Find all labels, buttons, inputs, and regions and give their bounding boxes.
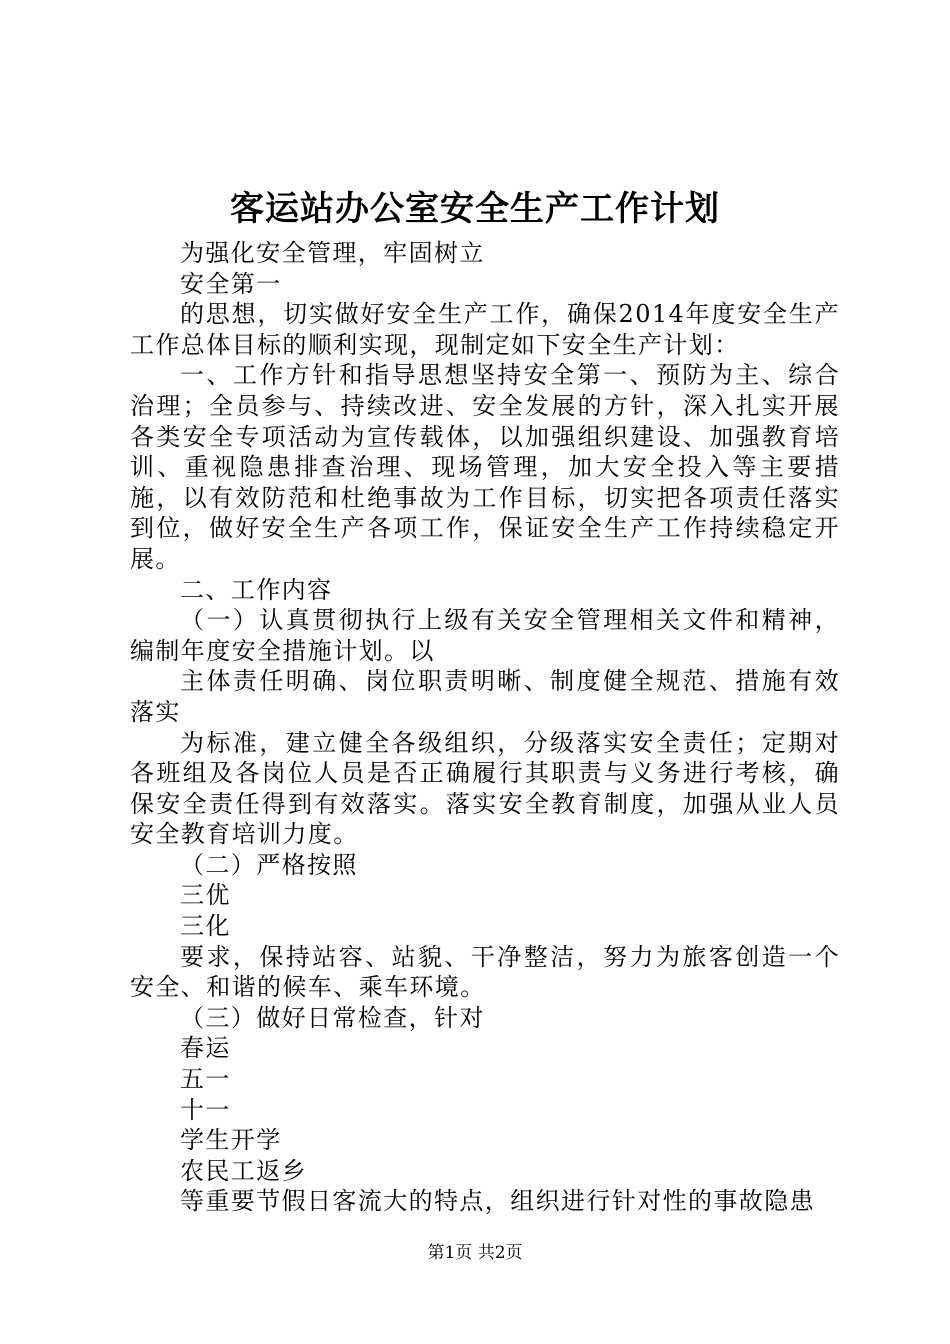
document-body: [130, 238, 840, 1217]
paragraph: 三优: [180, 881, 231, 910]
document-title: 客运站办公室安全生产工作计划: [230, 189, 720, 229]
paragraph: 五一: [180, 1065, 231, 1094]
paragraph: 十一: [180, 1095, 231, 1124]
paragraph: 春运: [180, 1034, 231, 1063]
paragraph: 为标准，建立健全各级组织，分级落实安全责任；定期对各班组及各岗位人员是否正确履行其职责与义务进行考核，确保安全责任得到有效落实。落实安全教育制度，加强从业人员安全教育培训力度。: [130, 728, 840, 849]
paragraph: 三化: [180, 912, 231, 941]
paragraph: 学生开学: [180, 1126, 282, 1155]
paragraph: 要求，保持站容、站貌、干净整洁，努力为旅客创造一个安全、和谐的候车、乘车环境。: [130, 942, 840, 1002]
paragraph: 一、工作方针和指导思想坚持安全第一、预防为主、综合治理；全员参与、持续改进、安全发展的方针，深入扎实开展各类安全专项活动为宣传载体，以加强组织建设、加强教育培训、重视隐患排查治理、现场管理，加大安全投入等主要措施，以有效防范和杜绝事故为工作目标，切实把各项责任落实到位，做好安全生产各项工作，保证安全生产工作持续稳定开展。: [130, 361, 840, 573]
paragraph: 主体责任明确、岗位职责明晰、制度健全规范、措施有效落实: [130, 667, 840, 726]
paragraph: 等重要节假日客流大的特点，组织进行针对性的事故隐患: [180, 1187, 815, 1216]
page-footer: 第1页 共2页: [427, 1243, 523, 1263]
paragraph: （二）严格按照: [180, 850, 358, 879]
paragraph: 安全第一: [180, 269, 282, 298]
paragraph: 为强化安全管理，牢固树立: [180, 239, 485, 267]
paragraph: 二、工作内容: [180, 575, 333, 604]
paragraph: （一）认真贯彻执行上级有关安全管理相关文件和精神，编制年度安全措施计划。以: [130, 606, 840, 665]
paragraph: 农民工返乡: [180, 1156, 307, 1185]
paragraph: 的思想，切实做好安全生产工作，确保2014年度安全生产工作总体目标的顺利实现，现制定如下安全生产计划：: [130, 300, 840, 359]
paragraph: （三）做好日常检查，针对: [180, 1003, 485, 1032]
